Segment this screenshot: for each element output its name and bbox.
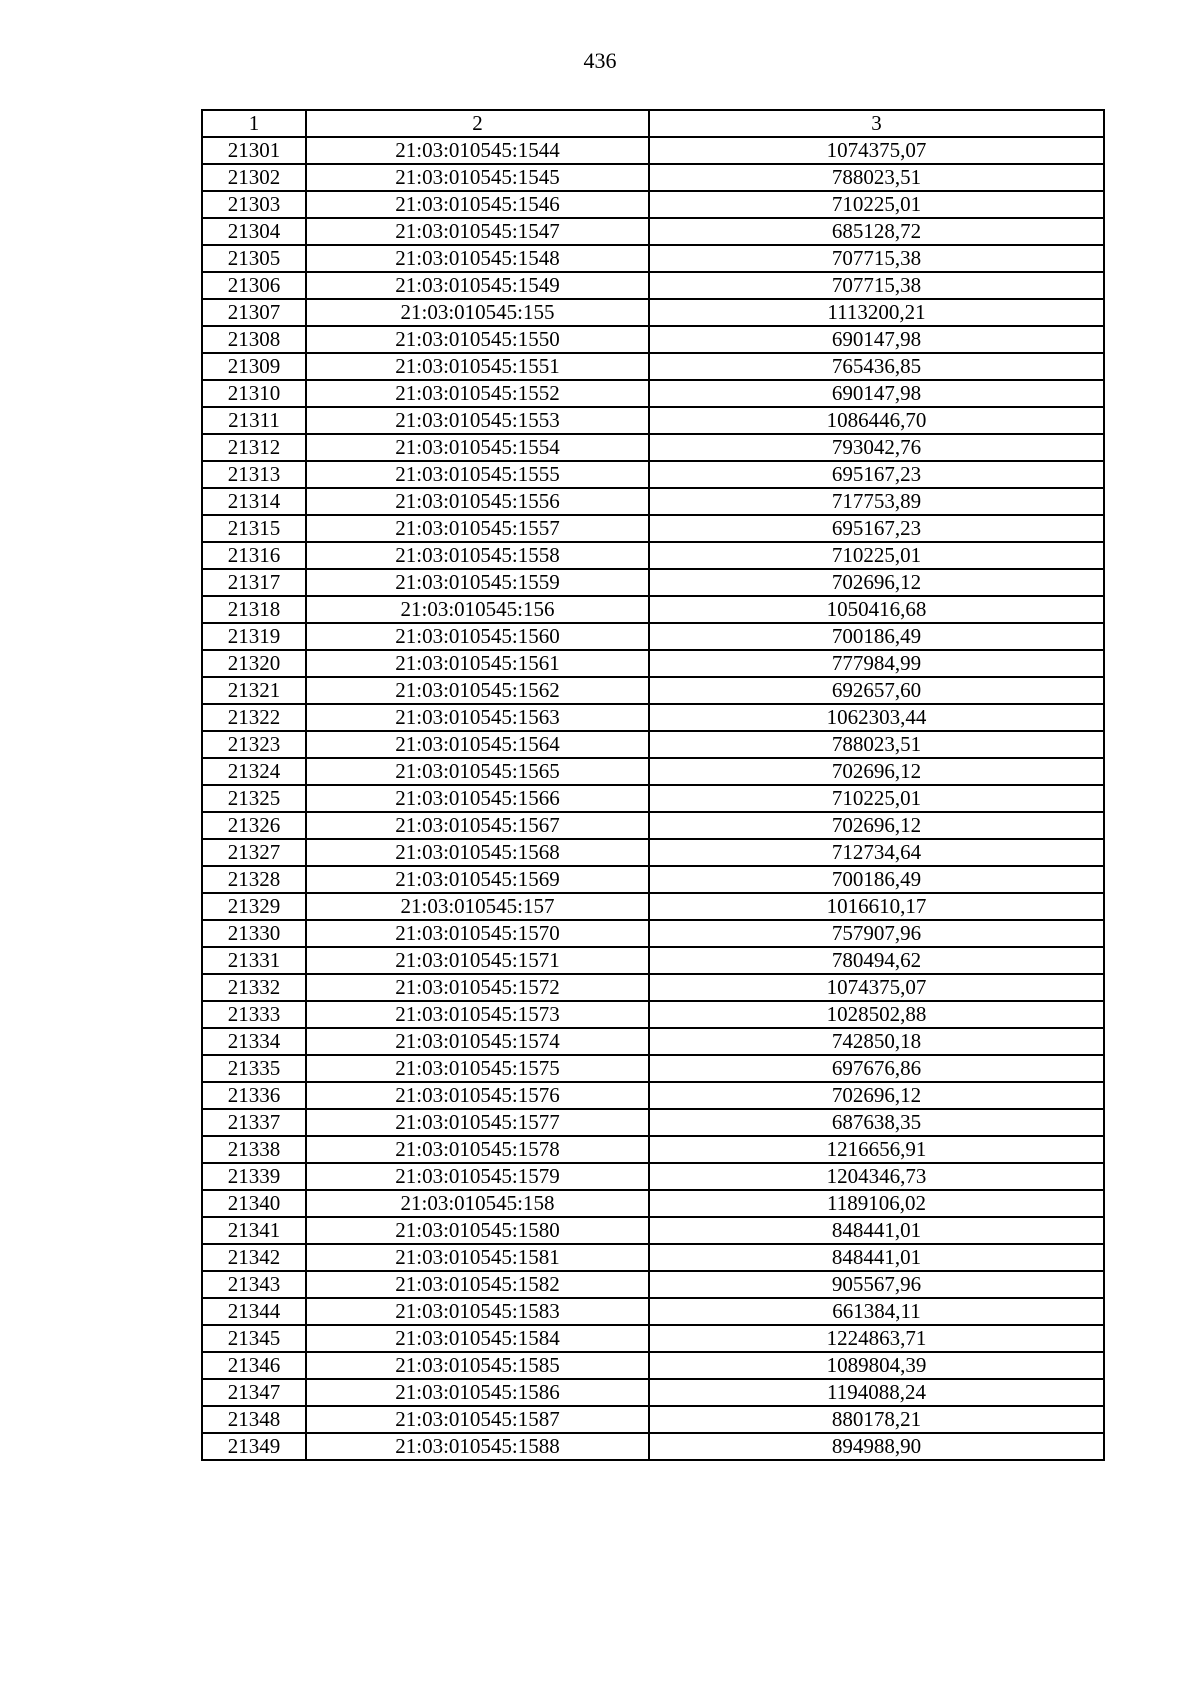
table-row bbox=[202, 893, 1104, 920]
value-cell: 710225,01 bbox=[649, 191, 1104, 218]
cadastral-number-cell: 21:03:010545:1556 bbox=[306, 488, 649, 515]
table-row bbox=[202, 488, 1104, 515]
cadastral-number-cell: 21:03:010545:1550 bbox=[306, 326, 649, 353]
value-cell: 780494,62 bbox=[649, 947, 1104, 974]
table-row bbox=[202, 1055, 1104, 1082]
cadastral-number-cell: 21:03:010545:158 bbox=[306, 1190, 649, 1217]
value-cell: 707715,38 bbox=[649, 272, 1104, 299]
cadastral-number-cell: 21:03:010545:1583 bbox=[306, 1298, 649, 1325]
row-number-cell: 21301 bbox=[202, 137, 306, 164]
row-number-cell: 21345 bbox=[202, 1325, 306, 1352]
table-row bbox=[202, 1406, 1104, 1433]
row-number-cell: 21349 bbox=[202, 1433, 306, 1460]
value-cell: 788023,51 bbox=[649, 731, 1104, 758]
table-row bbox=[202, 1325, 1104, 1352]
cadastral-number-cell: 21:03:010545:1582 bbox=[306, 1271, 649, 1298]
cadastral-number-cell: 21:03:010545:1554 bbox=[306, 434, 649, 461]
row-number-cell: 21323 bbox=[202, 731, 306, 758]
cadastral-number-cell: 21:03:010545:1581 bbox=[306, 1244, 649, 1271]
table-row bbox=[202, 164, 1104, 191]
value-cell: 695167,23 bbox=[649, 515, 1104, 542]
row-number-cell: 21314 bbox=[202, 488, 306, 515]
table-row bbox=[202, 326, 1104, 353]
cadastral-number-cell: 21:03:010545:1588 bbox=[306, 1433, 649, 1460]
cadastral-number-cell: 21:03:010545:1555 bbox=[306, 461, 649, 488]
row-number-cell: 21340 bbox=[202, 1190, 306, 1217]
value-cell: 661384,11 bbox=[649, 1298, 1104, 1325]
row-number-cell: 21311 bbox=[202, 407, 306, 434]
cadastral-number-cell: 21:03:010545:1580 bbox=[306, 1217, 649, 1244]
cadastral-number-cell: 21:03:010545:1563 bbox=[306, 704, 649, 731]
cadastral-number-cell: 21:03:010545:1552 bbox=[306, 380, 649, 407]
cadastral-number-cell: 21:03:010545:1549 bbox=[306, 272, 649, 299]
row-number-cell: 21320 bbox=[202, 650, 306, 677]
row-number-cell: 21313 bbox=[202, 461, 306, 488]
value-cell: 697676,86 bbox=[649, 1055, 1104, 1082]
row-number-cell: 21327 bbox=[202, 839, 306, 866]
row-number-cell: 21309 bbox=[202, 353, 306, 380]
value-cell: 690147,98 bbox=[649, 380, 1104, 407]
row-number-cell: 21339 bbox=[202, 1163, 306, 1190]
row-number-cell: 21341 bbox=[202, 1217, 306, 1244]
cadastral-number-cell: 21:03:010545:1564 bbox=[306, 731, 649, 758]
row-number-cell: 21329 bbox=[202, 893, 306, 920]
value-cell: 712734,64 bbox=[649, 839, 1104, 866]
value-cell: 1062303,44 bbox=[649, 704, 1104, 731]
table-row bbox=[202, 380, 1104, 407]
row-number-cell: 21307 bbox=[202, 299, 306, 326]
cadastral-number-cell: 21:03:010545:1573 bbox=[306, 1001, 649, 1028]
row-number-cell: 21346 bbox=[202, 1352, 306, 1379]
table-row bbox=[202, 218, 1104, 245]
cadastral-number-cell: 21:03:010545:1557 bbox=[306, 515, 649, 542]
table-row bbox=[202, 1271, 1104, 1298]
cadastral-number-cell: 21:03:010545:1551 bbox=[306, 353, 649, 380]
table-row bbox=[202, 839, 1104, 866]
table-row bbox=[202, 758, 1104, 785]
table-row bbox=[202, 1217, 1104, 1244]
cadastral-number-cell: 21:03:010545:1574 bbox=[306, 1028, 649, 1055]
table-row bbox=[202, 434, 1104, 461]
value-cell: 695167,23 bbox=[649, 461, 1104, 488]
value-cell: 880178,21 bbox=[649, 1406, 1104, 1433]
cadastral-number-cell: 21:03:010545:157 bbox=[306, 893, 649, 920]
table-row bbox=[202, 812, 1104, 839]
table-row bbox=[202, 596, 1104, 623]
table-row bbox=[202, 623, 1104, 650]
value-cell: 1074375,07 bbox=[649, 974, 1104, 1001]
value-cell: 1028502,88 bbox=[649, 1001, 1104, 1028]
cadastral-number-cell: 21:03:010545:156 bbox=[306, 596, 649, 623]
value-cell: 1204346,73 bbox=[649, 1163, 1104, 1190]
cadastral-number-cell: 21:03:010545:1577 bbox=[306, 1109, 649, 1136]
value-cell: 1216656,91 bbox=[649, 1136, 1104, 1163]
row-number-cell: 21328 bbox=[202, 866, 306, 893]
value-cell: 1050416,68 bbox=[649, 596, 1104, 623]
row-number-cell: 21342 bbox=[202, 1244, 306, 1271]
cadastral-number-cell: 21:03:010545:1569 bbox=[306, 866, 649, 893]
table-row bbox=[202, 920, 1104, 947]
row-number-cell: 21338 bbox=[202, 1136, 306, 1163]
cadastral-number-cell: 21:03:010545:1544 bbox=[306, 137, 649, 164]
value-cell: 777984,99 bbox=[649, 650, 1104, 677]
table-row bbox=[202, 650, 1104, 677]
row-number-cell: 21333 bbox=[202, 1001, 306, 1028]
cadastral-number-cell: 21:03:010545:1559 bbox=[306, 569, 649, 596]
cadastral-number-cell: 21:03:010545:1567 bbox=[306, 812, 649, 839]
value-cell: 765436,85 bbox=[649, 353, 1104, 380]
value-cell: 700186,49 bbox=[649, 866, 1104, 893]
table-row bbox=[202, 191, 1104, 218]
table-row bbox=[202, 515, 1104, 542]
value-cell: 894988,90 bbox=[649, 1433, 1104, 1460]
value-cell: 1113200,21 bbox=[649, 299, 1104, 326]
table-row bbox=[202, 1190, 1104, 1217]
row-number-cell: 21304 bbox=[202, 218, 306, 245]
table-row bbox=[202, 704, 1104, 731]
row-number-cell: 21319 bbox=[202, 623, 306, 650]
table-body bbox=[202, 137, 1104, 1460]
page-number: 436 bbox=[583, 48, 617, 73]
row-number-cell: 21310 bbox=[202, 380, 306, 407]
row-number-cell: 21326 bbox=[202, 812, 306, 839]
cadastral-number-cell: 21:03:010545:1566 bbox=[306, 785, 649, 812]
row-number-cell: 21330 bbox=[202, 920, 306, 947]
row-number-cell: 21305 bbox=[202, 245, 306, 272]
table-row bbox=[202, 1433, 1104, 1460]
value-cell: 710225,01 bbox=[649, 785, 1104, 812]
header-col-2: 2 bbox=[306, 110, 649, 137]
table-row bbox=[202, 731, 1104, 758]
value-cell: 788023,51 bbox=[649, 164, 1104, 191]
header-row bbox=[202, 110, 1104, 137]
cadastral-number-cell: 21:03:010545:1546 bbox=[306, 191, 649, 218]
cadastral-number-cell: 21:03:010545:1553 bbox=[306, 407, 649, 434]
cadastral-number-cell: 21:03:010545:1570 bbox=[306, 920, 649, 947]
cadastral-number-cell: 21:03:010545:1586 bbox=[306, 1379, 649, 1406]
row-number-cell: 21315 bbox=[202, 515, 306, 542]
value-cell: 690147,98 bbox=[649, 326, 1104, 353]
header-col-3: 3 bbox=[649, 110, 1104, 137]
cadastral-number-cell: 21:03:010545:1545 bbox=[306, 164, 649, 191]
cadastral-number-cell: 21:03:010545:1568 bbox=[306, 839, 649, 866]
cadastral-number-cell: 21:03:010545:1560 bbox=[306, 623, 649, 650]
cadastral-number-cell: 21:03:010545:1561 bbox=[306, 650, 649, 677]
value-cell: 793042,76 bbox=[649, 434, 1104, 461]
value-cell: 1089804,39 bbox=[649, 1352, 1104, 1379]
table-row bbox=[202, 353, 1104, 380]
value-cell: 1086446,70 bbox=[649, 407, 1104, 434]
row-number-cell: 21348 bbox=[202, 1406, 306, 1433]
row-number-cell: 21303 bbox=[202, 191, 306, 218]
row-number-cell: 21317 bbox=[202, 569, 306, 596]
table-row bbox=[202, 407, 1104, 434]
table-row bbox=[202, 1136, 1104, 1163]
table-row bbox=[202, 542, 1104, 569]
row-number-cell: 21312 bbox=[202, 434, 306, 461]
table-row bbox=[202, 299, 1104, 326]
value-cell: 707715,38 bbox=[649, 245, 1104, 272]
cadastral-number-cell: 21:03:010545:1547 bbox=[306, 218, 649, 245]
value-cell: 685128,72 bbox=[649, 218, 1104, 245]
table-row bbox=[202, 1082, 1104, 1109]
table-row bbox=[202, 245, 1104, 272]
value-cell: 687638,35 bbox=[649, 1109, 1104, 1136]
table-row bbox=[202, 569, 1104, 596]
value-cell: 717753,89 bbox=[649, 488, 1104, 515]
table-row bbox=[202, 785, 1104, 812]
cadastral-number-cell: 21:03:010545:1584 bbox=[306, 1325, 649, 1352]
table-row bbox=[202, 1352, 1104, 1379]
table-row bbox=[202, 866, 1104, 893]
cadastral-number-cell: 21:03:010545:1548 bbox=[306, 245, 649, 272]
row-number-cell: 21322 bbox=[202, 704, 306, 731]
value-cell: 1224863,71 bbox=[649, 1325, 1104, 1352]
cadastral-number-cell: 21:03:010545:1565 bbox=[306, 758, 649, 785]
value-cell: 905567,96 bbox=[649, 1271, 1104, 1298]
row-number-cell: 21336 bbox=[202, 1082, 306, 1109]
row-number-cell: 21316 bbox=[202, 542, 306, 569]
row-number-cell: 21321 bbox=[202, 677, 306, 704]
cadastral-number-cell: 21:03:010545:1575 bbox=[306, 1055, 649, 1082]
table-row bbox=[202, 1379, 1104, 1406]
cadastral-number-cell: 21:03:010545:1578 bbox=[306, 1136, 649, 1163]
table-row bbox=[202, 1109, 1104, 1136]
value-cell: 710225,01 bbox=[649, 542, 1104, 569]
row-number-cell: 21324 bbox=[202, 758, 306, 785]
cadastral-number-cell: 21:03:010545:1572 bbox=[306, 974, 649, 1001]
cadastral-number-cell: 21:03:010545:1558 bbox=[306, 542, 649, 569]
row-number-cell: 21334 bbox=[202, 1028, 306, 1055]
table-row bbox=[202, 1028, 1104, 1055]
cadastral-number-cell: 21:03:010545:1576 bbox=[306, 1082, 649, 1109]
value-cell: 1074375,07 bbox=[649, 137, 1104, 164]
cadastral-number-cell: 21:03:010545:1585 bbox=[306, 1352, 649, 1379]
value-cell: 848441,01 bbox=[649, 1217, 1104, 1244]
table-row bbox=[202, 1163, 1104, 1190]
row-number-cell: 21337 bbox=[202, 1109, 306, 1136]
value-cell: 702696,12 bbox=[649, 569, 1104, 596]
cadastral-number-cell: 21:03:010545:155 bbox=[306, 299, 649, 326]
value-cell: 702696,12 bbox=[649, 1082, 1104, 1109]
table-header bbox=[202, 110, 1104, 137]
value-cell: 702696,12 bbox=[649, 758, 1104, 785]
value-cell: 742850,18 bbox=[649, 1028, 1104, 1055]
row-number-cell: 21325 bbox=[202, 785, 306, 812]
row-number-cell: 21306 bbox=[202, 272, 306, 299]
value-cell: 702696,12 bbox=[649, 812, 1104, 839]
table-row bbox=[202, 677, 1104, 704]
table-row bbox=[202, 1001, 1104, 1028]
cadastral-number-cell: 21:03:010545:1587 bbox=[306, 1406, 649, 1433]
table-row bbox=[202, 272, 1104, 299]
table-row bbox=[202, 1244, 1104, 1271]
header-col-1: 1 bbox=[202, 110, 306, 137]
row-number-cell: 21347 bbox=[202, 1379, 306, 1406]
row-number-cell: 21343 bbox=[202, 1271, 306, 1298]
value-cell: 1194088,24 bbox=[649, 1379, 1104, 1406]
row-number-cell: 21318 bbox=[202, 596, 306, 623]
table-row bbox=[202, 974, 1104, 1001]
row-number-cell: 21308 bbox=[202, 326, 306, 353]
value-cell: 692657,60 bbox=[649, 677, 1104, 704]
value-cell: 1189106,02 bbox=[649, 1190, 1104, 1217]
row-number-cell: 21344 bbox=[202, 1298, 306, 1325]
table-row bbox=[202, 137, 1104, 164]
row-number-cell: 21335 bbox=[202, 1055, 306, 1082]
value-cell: 757907,96 bbox=[649, 920, 1104, 947]
value-cell: 848441,01 bbox=[649, 1244, 1104, 1271]
value-cell: 1016610,17 bbox=[649, 893, 1104, 920]
table-row bbox=[202, 461, 1104, 488]
cadastral-number-cell: 21:03:010545:1579 bbox=[306, 1163, 649, 1190]
cadastral-number-cell: 21:03:010545:1571 bbox=[306, 947, 649, 974]
row-number-cell: 21331 bbox=[202, 947, 306, 974]
table-row bbox=[202, 947, 1104, 974]
value-cell: 700186,49 bbox=[649, 623, 1104, 650]
row-number-cell: 21302 bbox=[202, 164, 306, 191]
cadastral-number-cell: 21:03:010545:1562 bbox=[306, 677, 649, 704]
data-table bbox=[201, 109, 1105, 1461]
row-number-cell: 21332 bbox=[202, 974, 306, 1001]
table-row bbox=[202, 1298, 1104, 1325]
